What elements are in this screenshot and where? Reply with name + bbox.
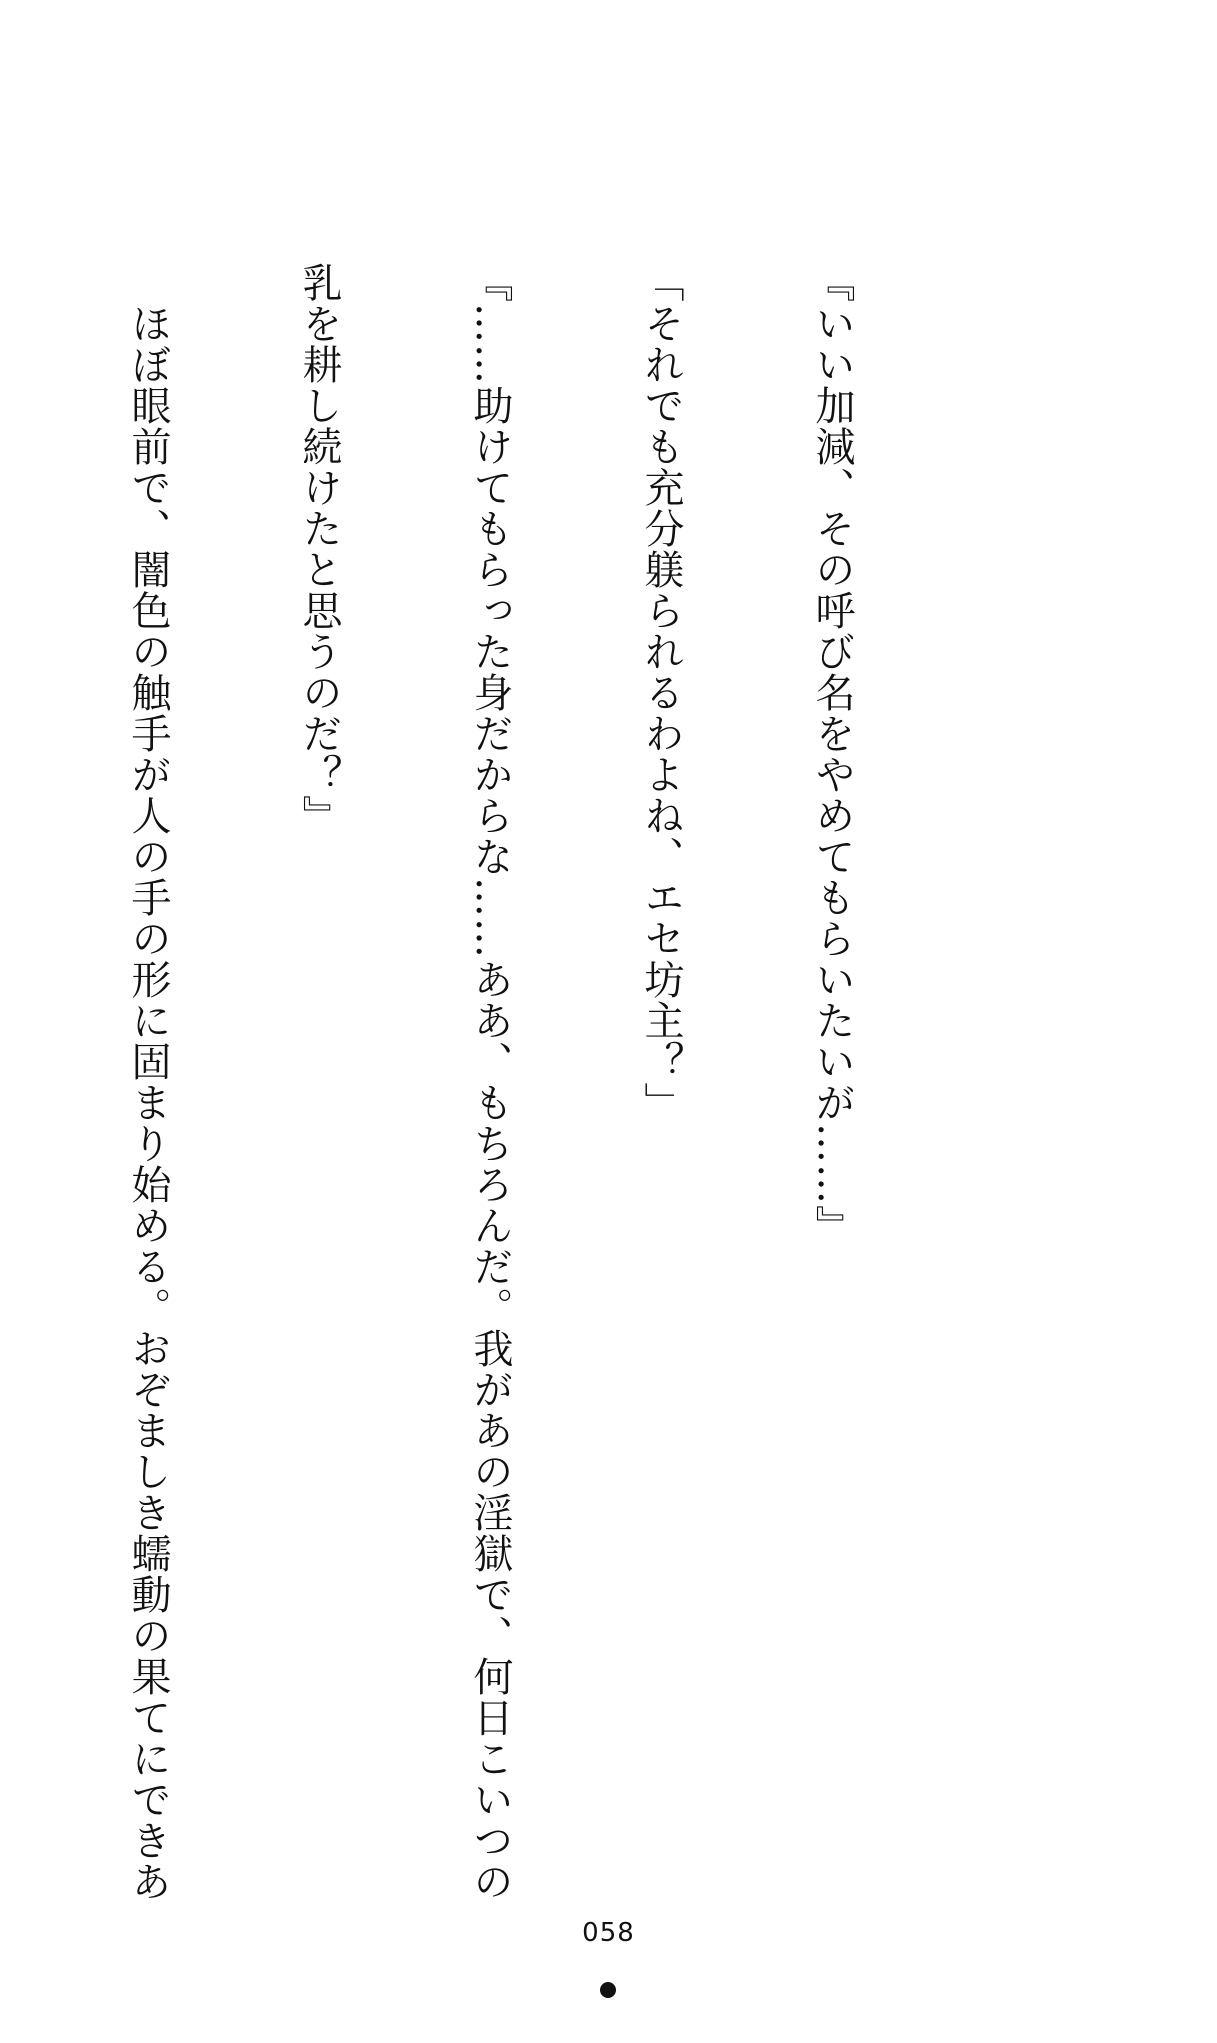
text-line: 『……助けてもらった身だからな……ああ、もちろんだ。我があの淫獄で、何日こいつの (467, 262, 513, 1902)
vertical-text-body (0, 262, 974, 1902)
text-line: 乳を耕し続けたと思うのだ？』 (296, 262, 342, 836)
page-marker-dot (600, 1982, 616, 1998)
text-line: ほぼ眼前で、闇色の触手が人の手の形に固まり始める。おぞましき蠕動の果てにできあ (125, 262, 171, 1902)
text-line (0, 262, 5, 1712)
page-number: 058 (582, 1918, 635, 1948)
text-line: 「それでも充分躾られるわよね、エセ坊主？」 (638, 262, 684, 1123)
text-line: 『いい加減、その呼び名をやめてもらいたいが……』 (809, 262, 855, 1246)
